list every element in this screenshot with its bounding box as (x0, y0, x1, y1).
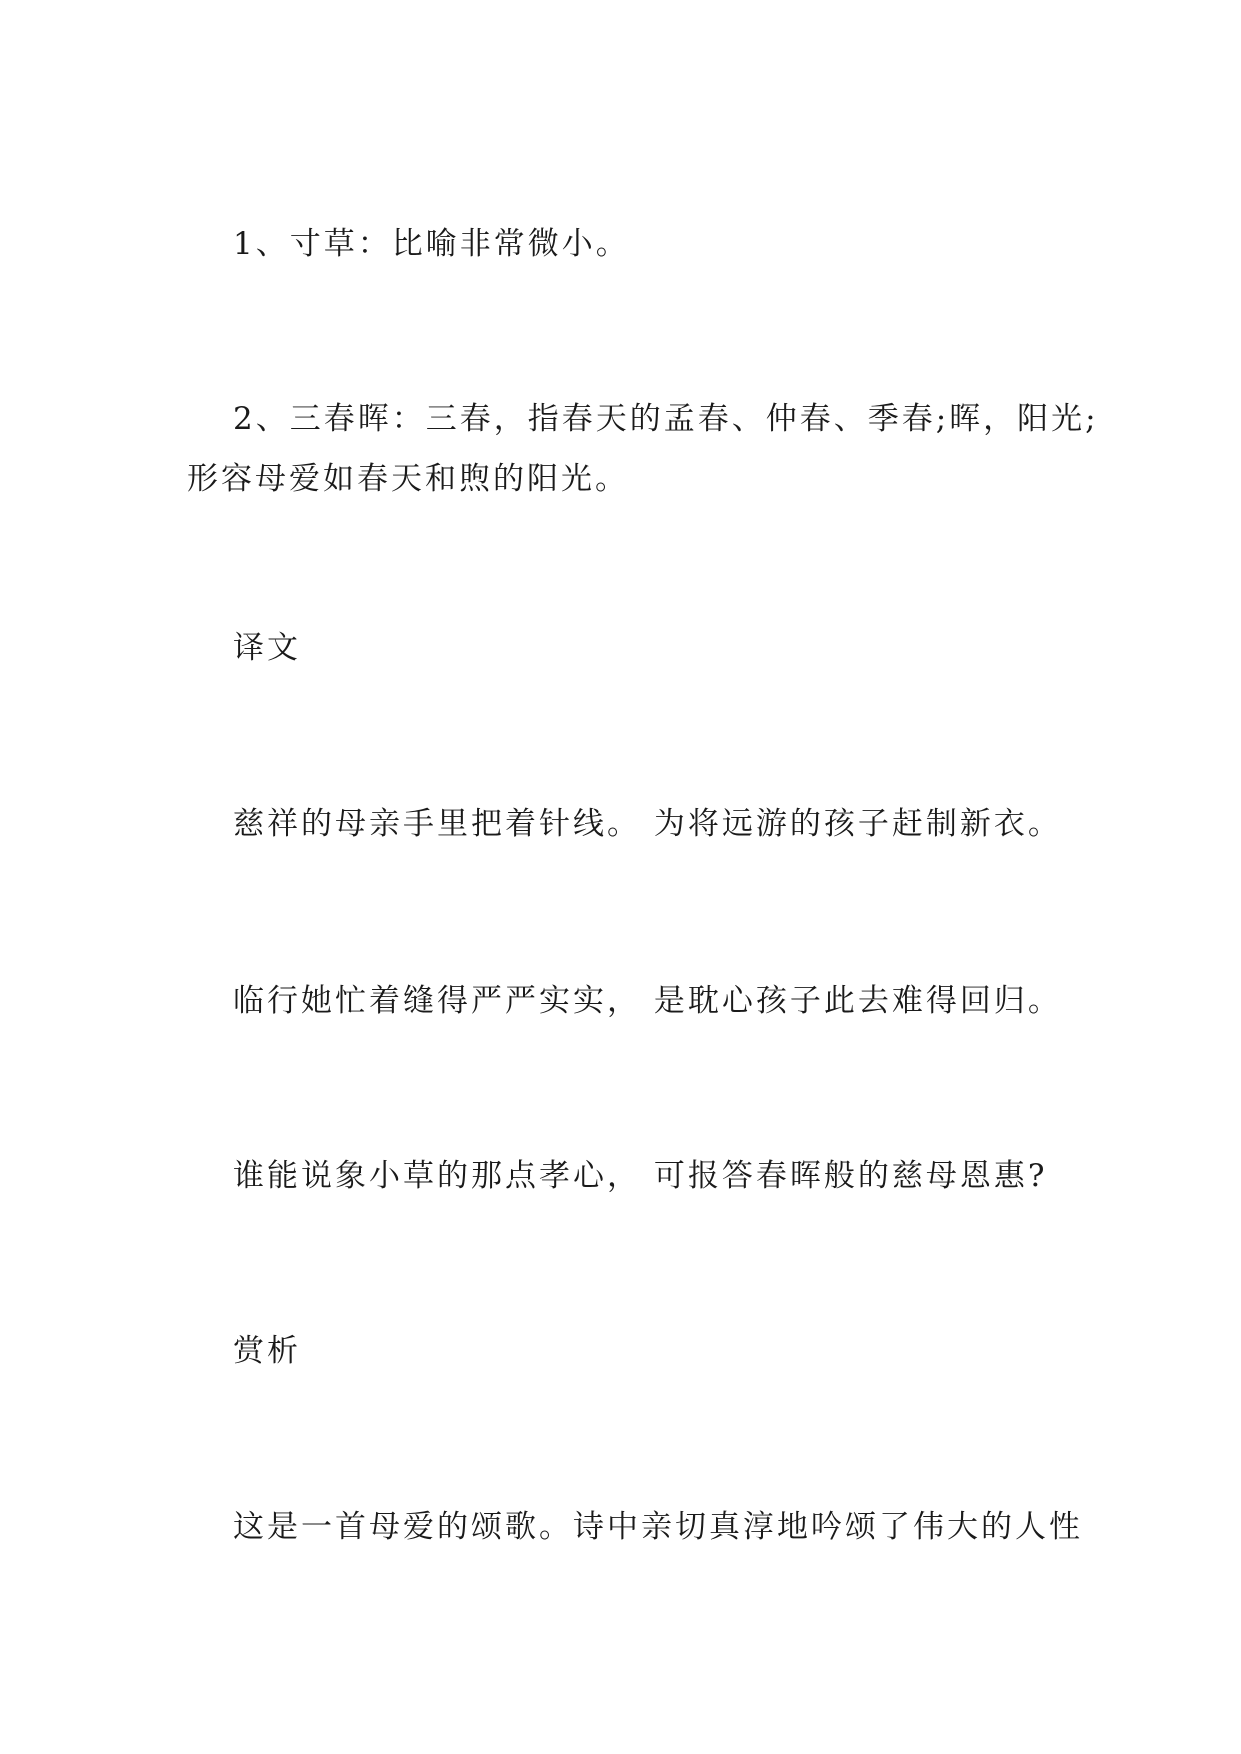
heading-translation: 译文 (233, 630, 301, 666)
note-1: 1、寸草：比喻非常微小。 (233, 226, 630, 262)
heading-appreciation: 赏析 (233, 1333, 301, 1369)
translation-line-3: 谁能说象小草的那点孝心， 可报答春晖般的慈母恩惠? (233, 1158, 1048, 1194)
appreciation-line-1: 这是一首母爱的颂歌。诗中亲切真淳地吟颂了伟大的人性 (233, 1509, 1083, 1545)
note-2-line-1: 2、三春晖：三春，指春天的孟春、仲春、季春;晖，阳光; (233, 401, 1099, 437)
translation-line-2: 临行她忙着缝得严严实实， 是耽心孩子此去难得回归。 (233, 983, 1062, 1019)
note-2-line-2: 形容母爱如春天和煦的阳光。 (187, 461, 629, 497)
translation-line-1: 慈祥的母亲手里把着针线。 为将远游的孩子赶制新衣。 (233, 806, 1062, 842)
